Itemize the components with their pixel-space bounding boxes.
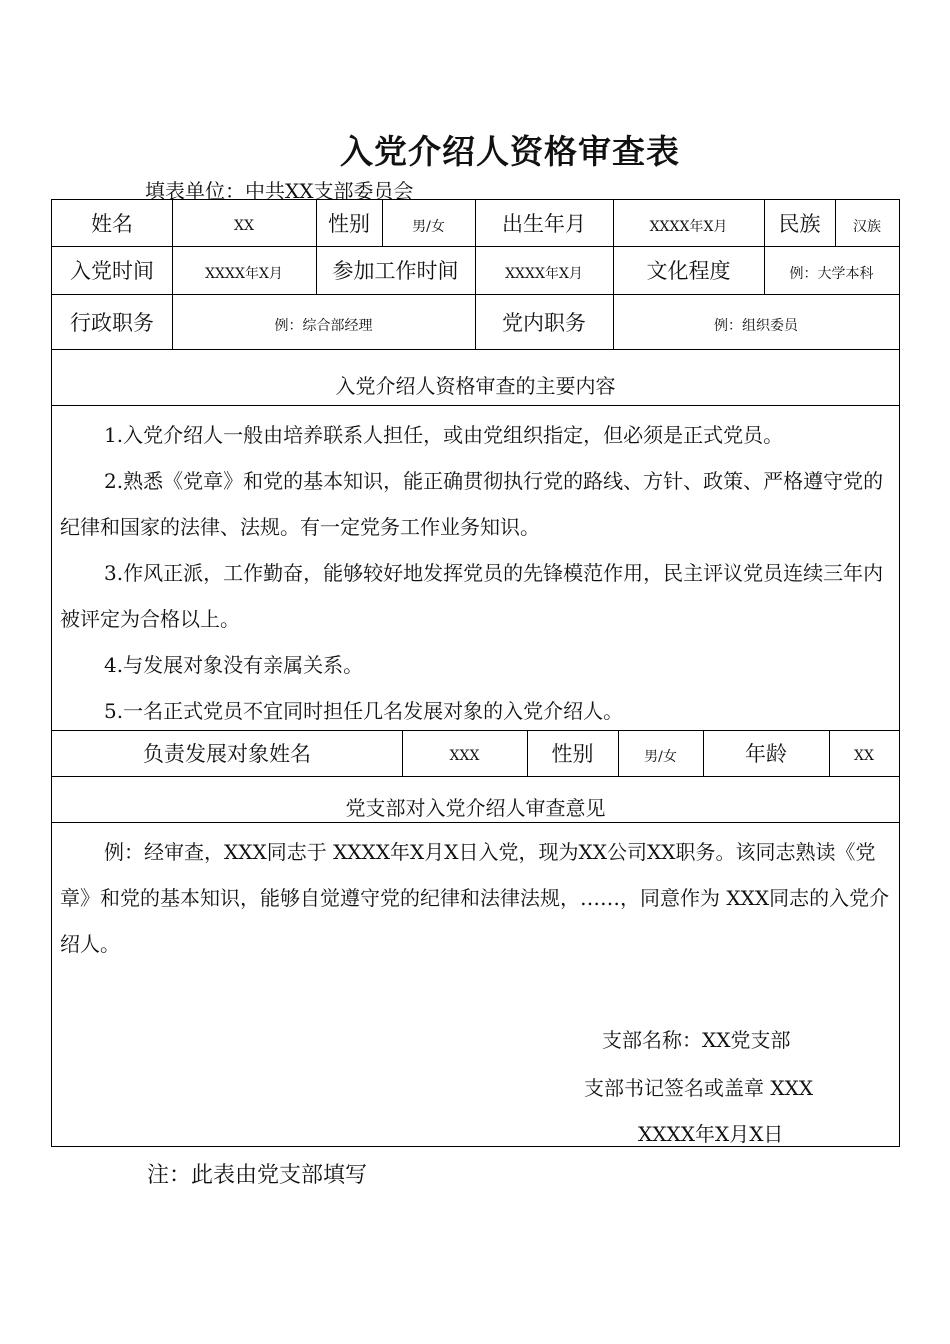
party-post-label: 党内职务 (502, 310, 586, 335)
criteria-item: 3.作风正派，工作勤奋，能够较好地发挥党员的先锋模范作用，民主评议党员连续三年内被评定为合格以上。 (60, 561, 884, 631)
review-criteria-heading: 入党介绍人资格审查的主要内容 (335, 374, 616, 398)
candidate-age-value: XX (854, 748, 874, 764)
opinion-date: XXXX年X月X日 (638, 1122, 784, 1146)
review-form-table (51, 199, 900, 1147)
admin-post-value: 例：综合部经理 (274, 317, 373, 334)
party-post-value: 例：组织委员 (714, 317, 798, 334)
candidate-gender-value: 男/女 (644, 749, 677, 765)
row-divider (52, 776, 899, 777)
candidate-name-value: XXX (449, 748, 480, 764)
gender-label: 性别 (328, 212, 370, 236)
work-start-value: XXXX年X月 (505, 266, 583, 282)
filling-unit: 填表单位：中共XX支部委员会 (145, 179, 414, 203)
row-divider (52, 349, 899, 350)
document-title: 入党介绍人资格审查表 (340, 132, 680, 171)
birth-label: 出生年月 (502, 212, 586, 236)
row-divider (52, 822, 899, 823)
candidate-name-label: 负责发展对象姓名 (143, 742, 311, 766)
opinion-text-block (60, 829, 894, 967)
criteria-item: 1.入党介绍人一般由培养联系人担任，或由党组织指定，但必须是正式党员。 (104, 423, 784, 447)
gender-value: 男/女 (412, 219, 445, 235)
candidate-gender-label: 性别 (551, 742, 594, 766)
ethnicity-value: 汉族 (853, 219, 881, 235)
opinion-heading: 党支部对入党介绍人审查意见 (345, 796, 606, 820)
criteria-item: 5.一名正式党员不宜同时担任几名发展对象的入党介绍人。 (104, 699, 624, 723)
name-value: XX (234, 218, 254, 234)
work-start-label: 参加工作时间 (332, 259, 459, 283)
join-date-label: 入党时间 (70, 259, 154, 283)
opinion-text: 例：经审查，XXX同志于 XXXX年X月X日入党，现为XX公司XX职务。该同志熟读《党章》和党的基本知识，能够自觉遵守党的纪律和法律法规，……，同意作为 XXX同志的入党介绍人。 (60, 840, 890, 956)
education-value: 例：大学本科 (789, 266, 874, 282)
birth-value: XXXX年X月 (649, 219, 728, 235)
criteria-item: 4.与发展对象没有亲属关系。 (104, 653, 364, 677)
candidate-age-label: 年龄 (745, 742, 787, 766)
branch-name: 支部名称：XX党支部 (602, 1028, 791, 1052)
row-divider (52, 405, 899, 406)
join-date-value: XXXX年X月 (205, 266, 283, 282)
admin-post-label: 行政职务 (70, 310, 154, 335)
criteria-item: 2.熟悉《党章》和党的基本知识，能正确贯彻执行党的路线、方针、政策、严格遵守党的纪律和国家的法律、法规。有一定党务工作业务知识。 (60, 469, 884, 539)
footnote: 注：此表由党支部填写 (147, 1163, 368, 1188)
review-criteria-list (60, 412, 894, 734)
secretary-signature: 支部书记签名或盖章 XXX (584, 1076, 814, 1100)
ethnicity-label: 民族 (778, 212, 821, 236)
name-label: 姓名 (91, 212, 133, 236)
education-label: 文化程度 (646, 259, 731, 283)
